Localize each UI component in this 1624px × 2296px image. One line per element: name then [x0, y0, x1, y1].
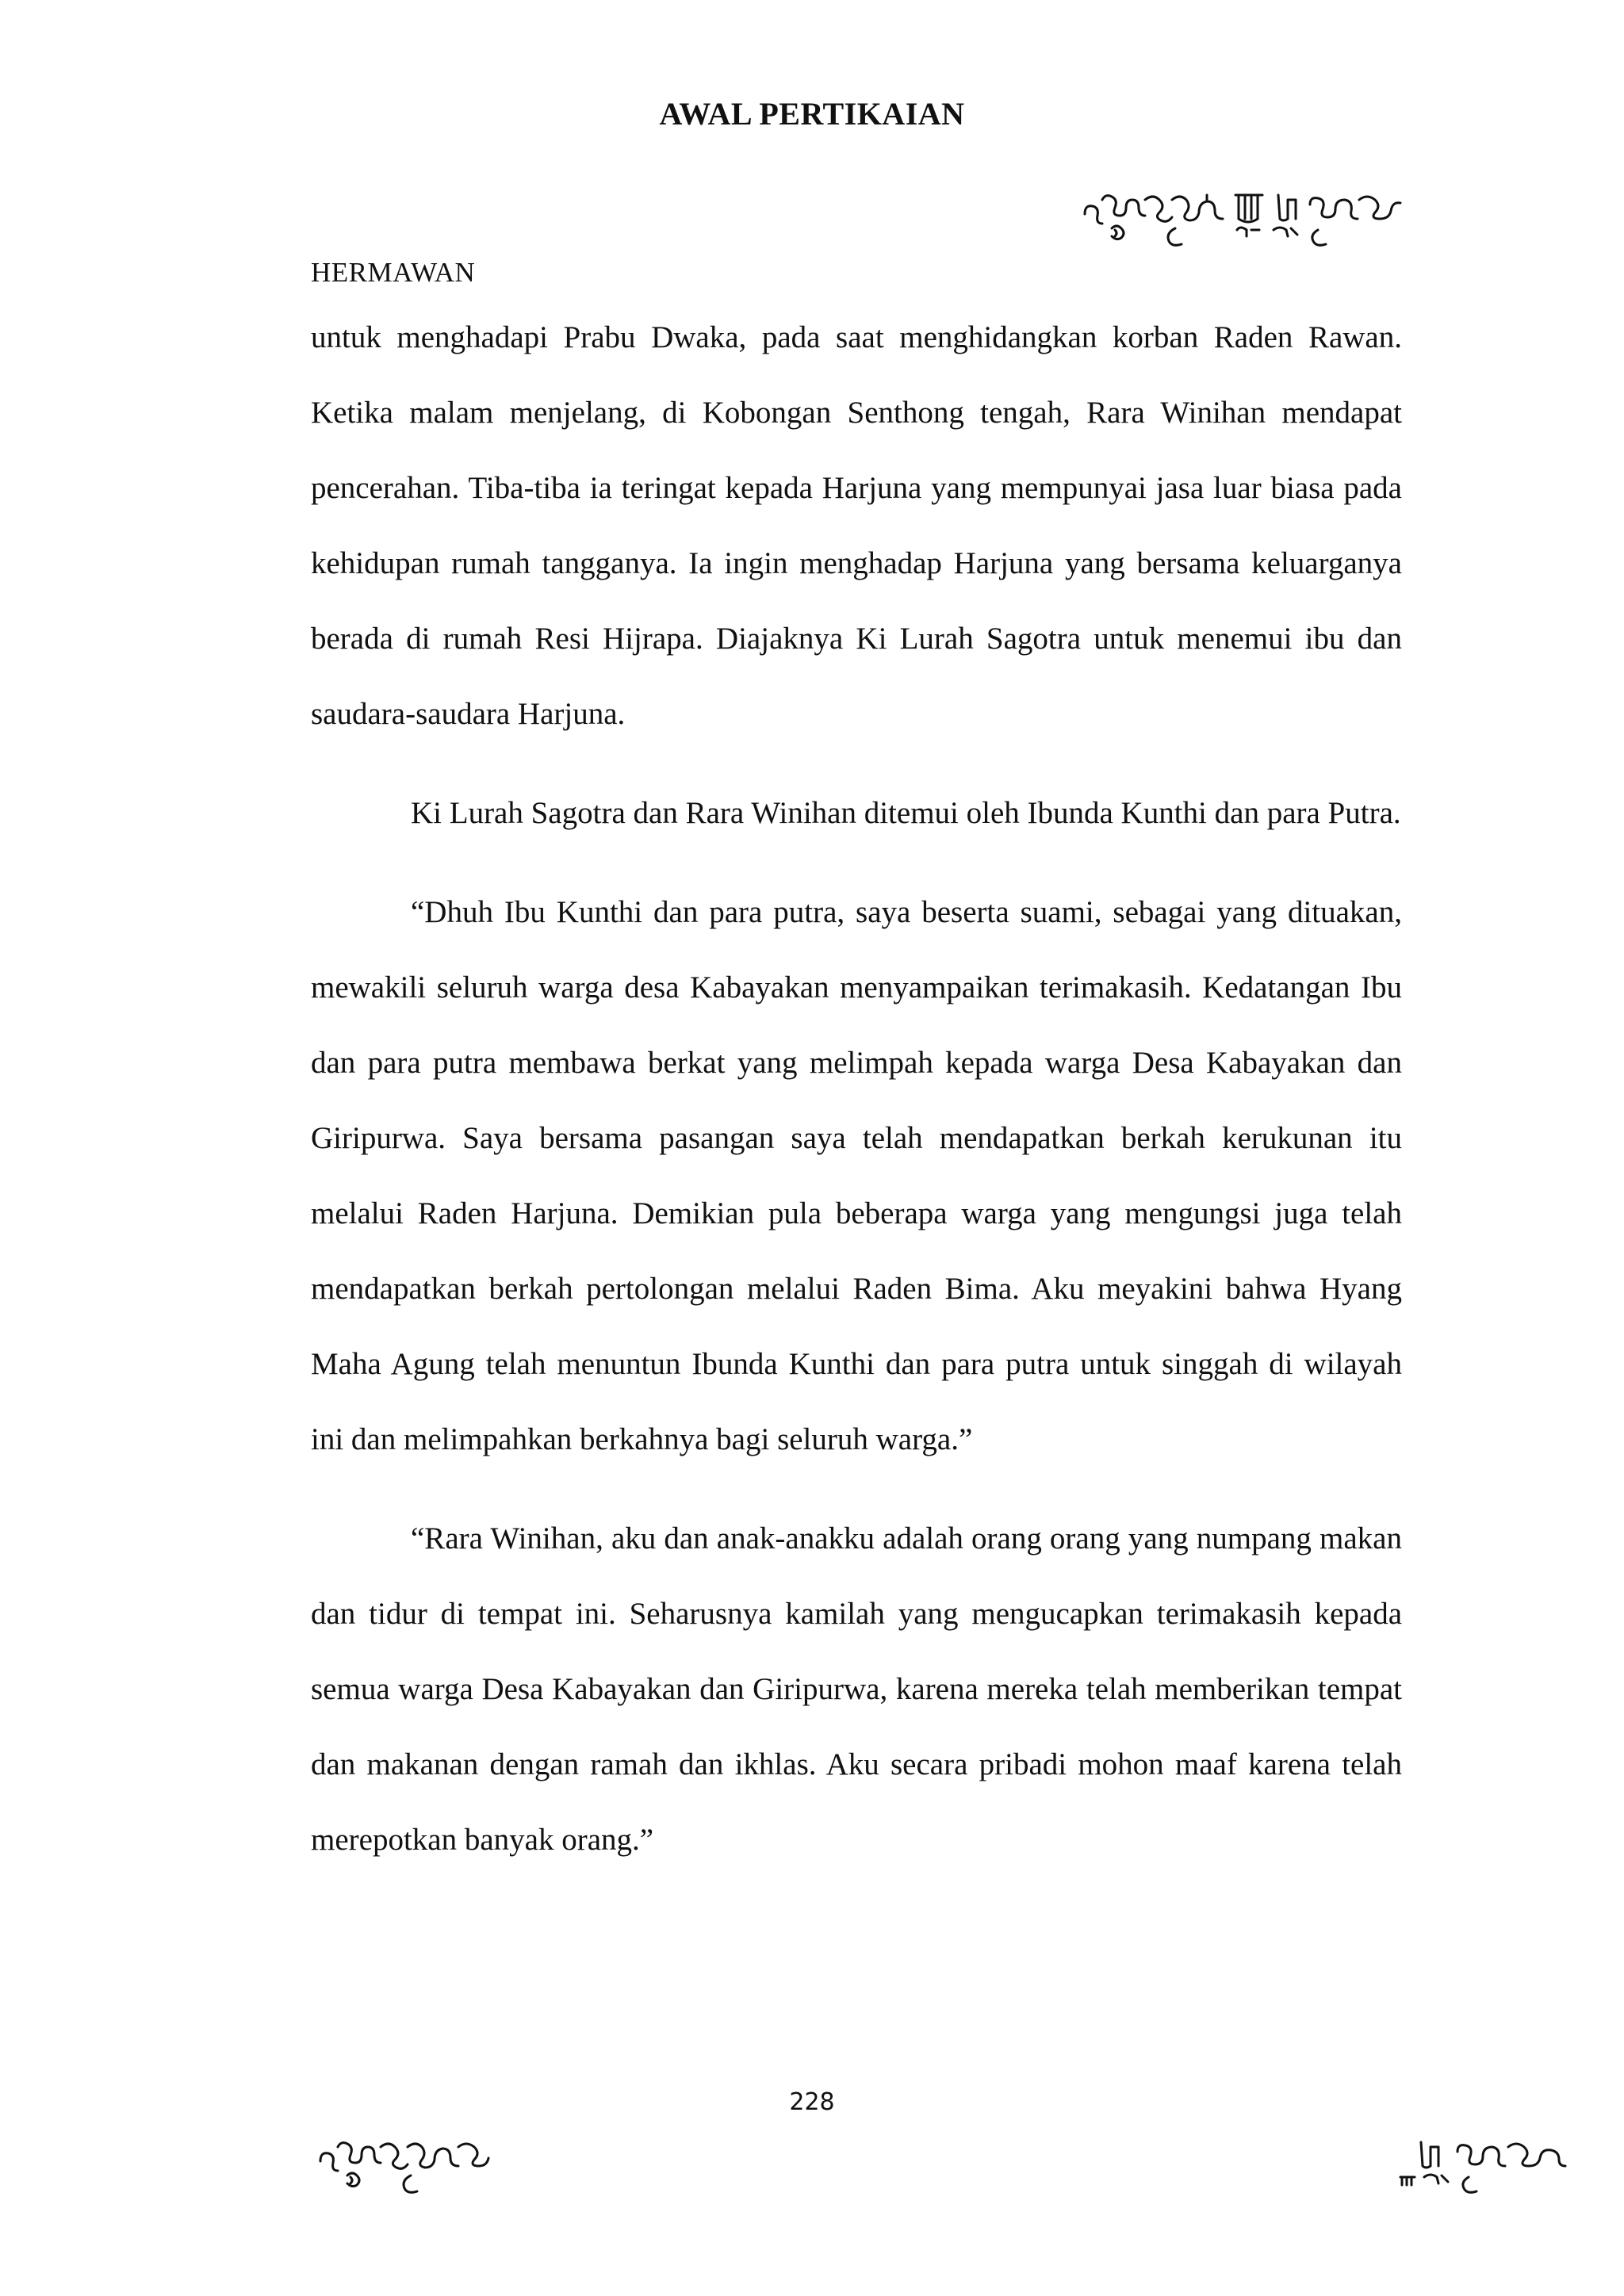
author-name: HERMAWAN: [311, 257, 476, 288]
paragraph: untuk menghadapi Prabu Dwaka, pada saat menghidangkan korban Raden Rawan. Ketika malam menjelang, di Kobongan Senthong tengah, Rara Winihan mendapat pencerahan. Tiba-tiba ia teringat kepada Harjuna yang mempunyai jasa luar biasa pada kehidupan rumah tangganya. Ia ingin menghadap Harjuna yang bersama keluarganya berada di rumah Resi Hijrapa. Diajaknya Ki Lurah Sagotra untuk menemui ibu dan saudara-saudara Harjuna.: [311, 320, 1402, 731]
paragraph: Ki Lurah Sagotra dan Rara Winihan ditemui oleh Ibunda Kunthi dan para Putra.: [411, 796, 1401, 830]
javanese-script-header-icon: [1080, 184, 1405, 259]
paragraph: “Dhuh Ibu Kunthi dan para putra, saya beserta suami, sebagai yang dituakan, mewakili seluruh warga desa Kabayakan menyampaikan terimakasih. Kedatangan Ibu dan para putra membawa berkat yang melimpah kepada warga Desa Kabayakan dan Giripurwa. Saya bersama pasangan saya telah mendapatkan berkah kerukunan itu melalui Raden Harjuna. Demikian pula beberapa warga yang mengungsi juga telah mendapatkan berkah pertolongan melalui Raden Bima. Aku meyakini bahwa Hyang Maha Agung telah menuntun Ibunda Kunthi dan para putra untuk singgah di wilayah ini dan melimpahkan berkahnya bagi seluruh warga.”: [311, 895, 1402, 1456]
body-text: [311, 300, 1402, 1877]
javanese-script-footer-left-icon: [316, 2131, 498, 2206]
page-title: AWAL PERTIKAIAN: [659, 96, 965, 132]
javanese-script-footer-right-icon: [1397, 2131, 1572, 2206]
paragraph: “Rara Winihan, aku dan anak-anakku adalah orang orang yang numpang makan dan tidur di tempat ini. Seharusnya kamilah yang mengucapkan terimakasih kepada semua warga Desa Kabayakan dan Giripurwa, karena mereka telah memberikan tempat dan makanan dengan ramah dan ikhlas. Aku secara pribadi mohon maaf karena telah merepotkan banyak orang.”: [311, 1521, 1402, 1857]
page-number: 228: [789, 2088, 835, 2116]
